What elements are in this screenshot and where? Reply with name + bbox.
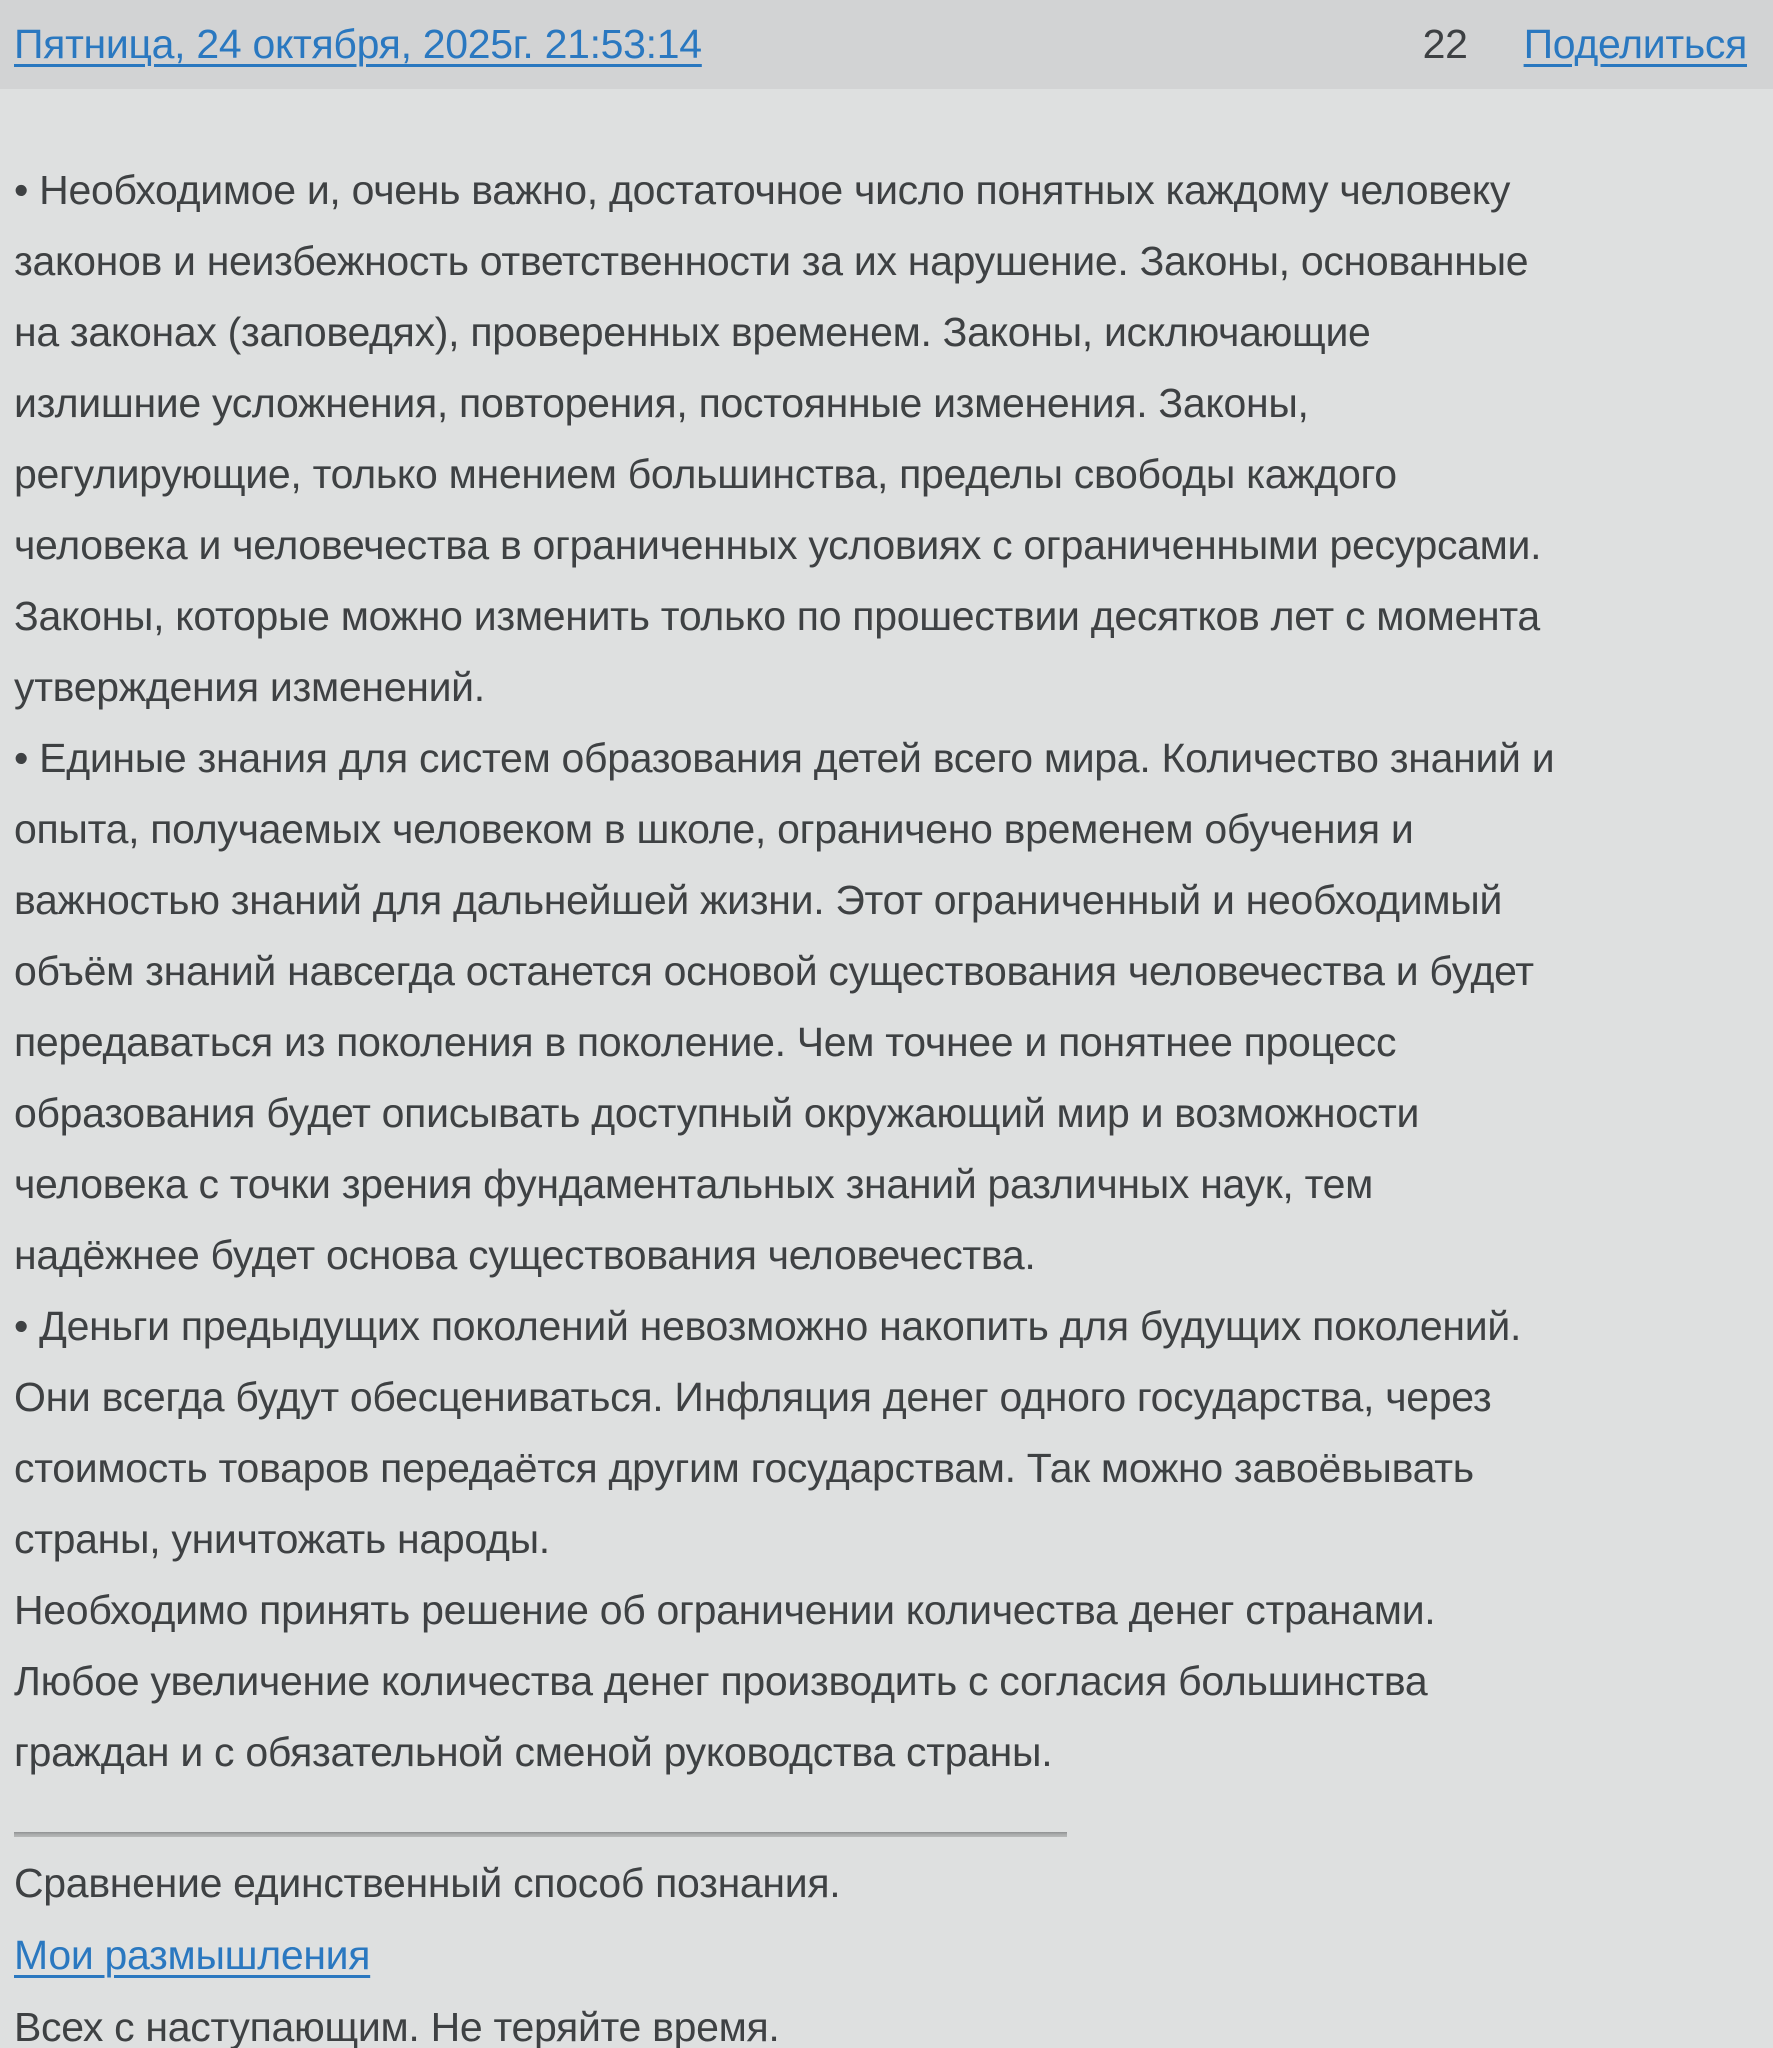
share-link[interactable]: Поделиться (1523, 21, 1747, 67)
post-paragraph: • Деньги предыдущих поколений невозможно накопить для будущих поколений. Они всегда будут обесцениваться. Инфляция денег одного государства, через стоимость товаров передаётся другим государствам. Так можно завоёвывать страны, уничтожать народы. (14, 1303, 1522, 1562)
post-count: 22 (1422, 21, 1468, 67)
post-paragraph: • Единые знания для систем образования детей всего мира. Количество знаний и опыта, получаемых человеком в школе, ограничено временем обучения и важностью знаний для дальнейшей жизни. Этот ограниченный и необходимый объём знаний навсегда останется основой существования человечества и будет передаваться из поколения в поколение. Чем точнее и понятнее процесс образования будет описывать доступный окружающий мир и возможности человека с точки зрения фундаментальных знаний различных наук, тем надёжнее будет основа существования человечества. (14, 735, 1555, 1278)
my-thoughts-link[interactable]: Мои размышления (14, 1932, 371, 1978)
post-footer (0, 1847, 1773, 2048)
divider (14, 1832, 1067, 1837)
post-body (0, 89, 1773, 1788)
post-paragraph: • Необходимое и, очень важно, достаточное число понятных каждому человеку законов и неизбежность ответственности за их нарушение. Законы, основанные на законах (заповедях), проверенных временем. Законы, исключающие излишние усложнения, повторения, постоянные изменения. Законы, регулирующие, только мнением большинства, пределы свободы каждого человека и человечества в ограниченных условиях с ограниченными ресурсами. Законы, которые можно изменить только по прошествии десятков лет с момента утверждения изменений. (14, 167, 1542, 710)
signature-line-1: Сравнение единственный способ познания. (14, 1860, 841, 1906)
post-date-link[interactable]: Пятница, 24 октября, 2025г. 21:53:14 (14, 21, 702, 67)
signature-line-2: Всех с наступающим. Не теряйте время. (14, 2004, 780, 2048)
post-paragraph: Необходимо принять решение об ограничении количества денег странами. Любое увеличение количества денег производить с согласия большинства граждан и с обязательной сменой руководства страны. (14, 1587, 1436, 1775)
post-header (0, 0, 1773, 89)
